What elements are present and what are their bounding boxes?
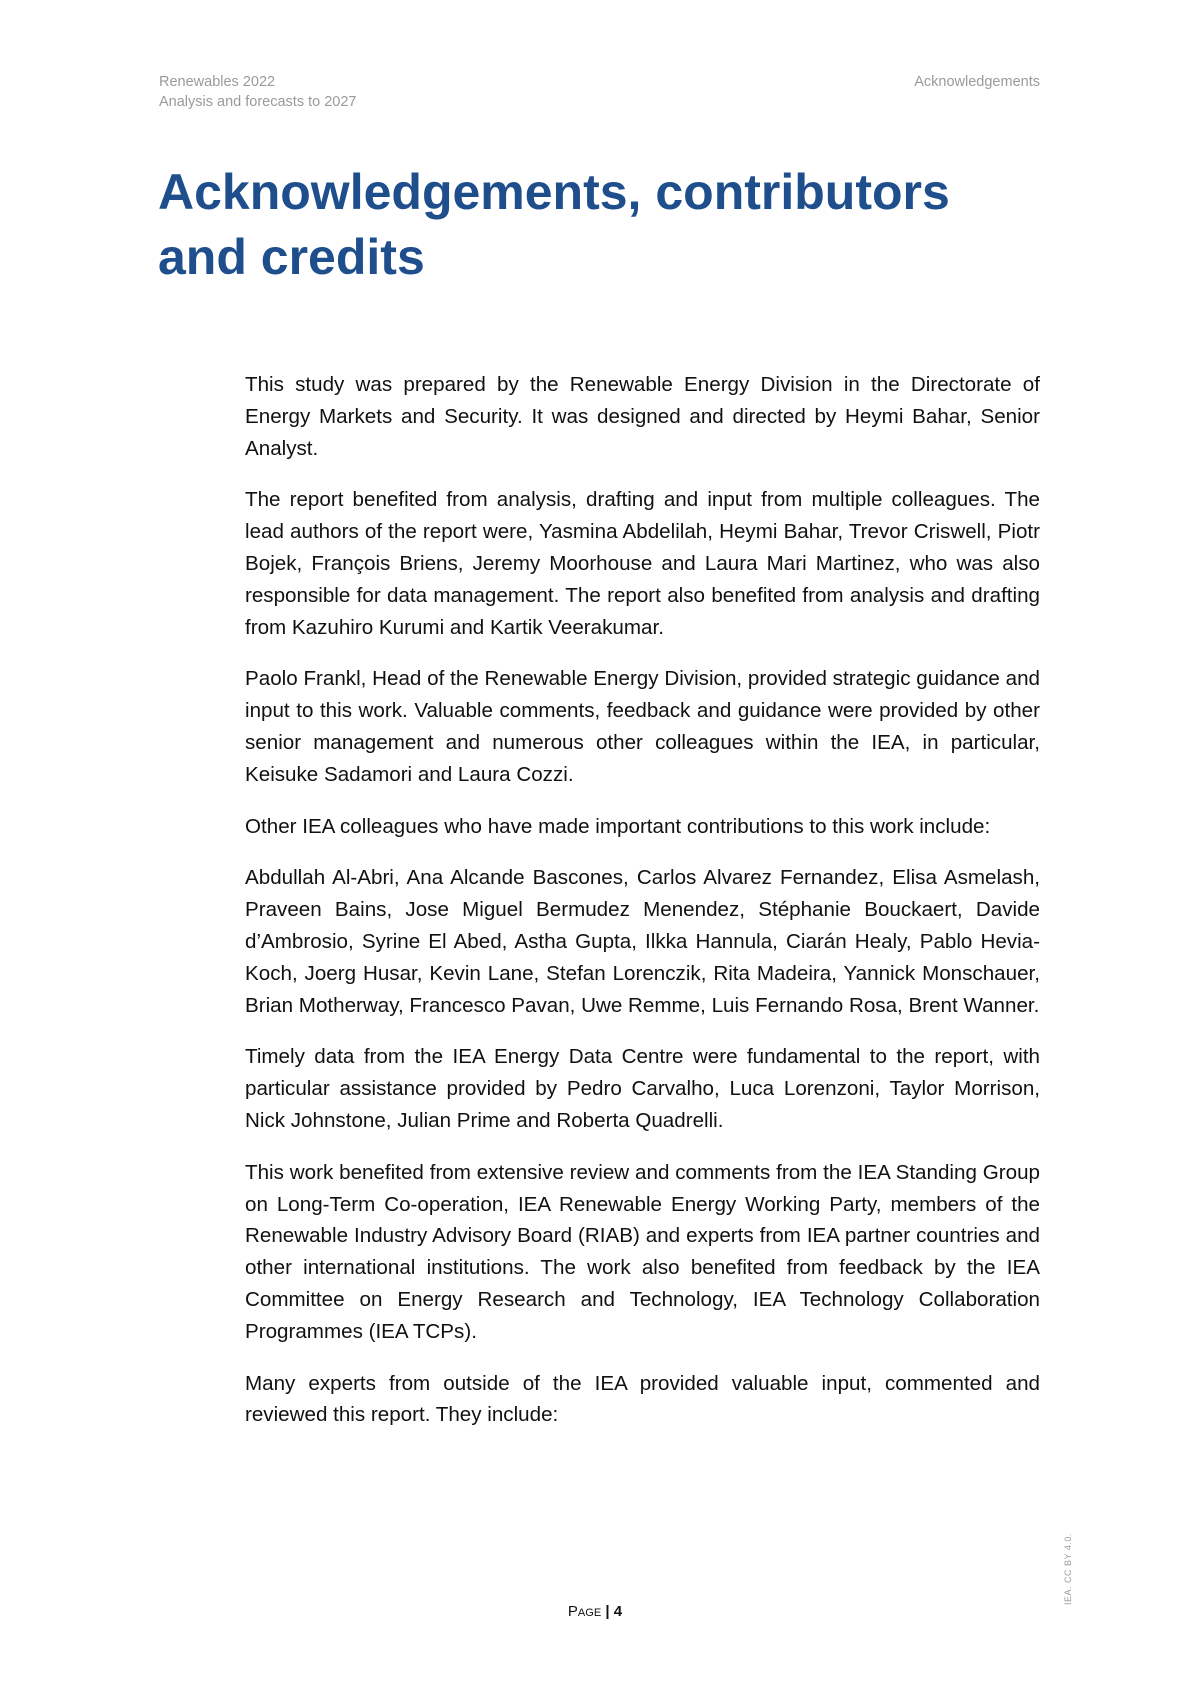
page-title-line-2: and credits [158, 229, 425, 285]
paragraph-preparation: This study was prepared by the Renewable Energy Division in the Directorate of Energy Markets and Security. It was designed and directed by Heymi Bahar, Senior Analyst. [245, 373, 1040, 460]
page-title-line-1: Acknowledgements, contributors [158, 164, 950, 220]
paragraph-data-centre: Timely data from the IEA Energy Data Centre were fundamental to the report, with particular assistance provided by Pedro Carvalho, Luca Lorenzoni, Taylor Morrison, Nick Johnstone, Julian Prime and Roberta Quadrelli. [245, 1045, 1040, 1132]
page-label: Page [567, 1603, 602, 1620]
paragraph-guidance: Paolo Frankl, Head of the Renewable Energy Division, provided strategic guidance and input to this work. Valuable comments, feedback and guidance were provided by other senior management and numerous other colleagues within the IEA, in particular, Keisuke Sadamori and Laura Cozzi. [245, 667, 1040, 786]
report-title: Renewables 2022 [159, 74, 276, 90]
page-title [158, 160, 1058, 290]
page-number-value: 4 [613, 1603, 623, 1620]
paragraph-external-experts: Many experts from outside of the IEA provided valuable input, commented and reviewed this report. They include: [245, 1371, 1040, 1427]
license-notice: IEA. CC BY 4.0. [1063, 1533, 1073, 1605]
paragraph-contributors-list: Abdullah Al-Abri, Ana Alcande Bascones, Carlos Alvarez Fernandez, Elisa Asmelash, Praveen Bains, Jose Miguel Bermudez Menendez, Stéphanie Bouckaert, Davide d’Ambrosio, Syrine El Abed, Astha Gupta, Ilkka Hannula, Ciarán Healy, Pablo Hevia-Koch, Joerg Husar, Kevin Lane, Stefan Lorenczik, Rita Madeira, Yannick Monschauer, Brian Motherway, Francesco Pavan, Uwe Remme, Luis Fernando Rosa, Brent Wanner. [245, 866, 1040, 1017]
report-subtitle: Analysis and forecasts to 2027 [159, 94, 357, 110]
body-text [245, 369, 1040, 1451]
page-number [0, 1603, 1190, 1620]
paragraph-contributors-intro: Other IEA colleagues who have made important contributions to this work include: [245, 814, 991, 838]
running-header-section: Acknowledgements [914, 74, 1040, 90]
paragraph-review: This work benefited from extensive review and comments from the IEA Standing Group on Long-Term Co-operation, IEA Renewable Energy Working Party, members of the Renewable Industry Advisory Board (RIAB) and experts from IEA partner countries and other international institutions. The work also benefited from feedback by the IEA Committee on Energy Research and Technology, IEA Technology Collaboration Programmes (IEA TCPs). [245, 1160, 1040, 1343]
page-separator: | [605, 1603, 610, 1620]
paragraph-lead-authors: The report benefited from analysis, drafting and input from multiple colleagues. The lead authors of the report were, Yasmina Abdelilah, Heymi Bahar, Trevor Criswell, Piotr Bojek, François Briens, Jeremy Moorhouse and Laura Mari Martinez, who was also responsible for data management. The report also benefited from analysis and drafting from Kazuhiro Kurumi and Kartik Veerakumar. [245, 488, 1040, 639]
running-header-left [159, 72, 356, 112]
